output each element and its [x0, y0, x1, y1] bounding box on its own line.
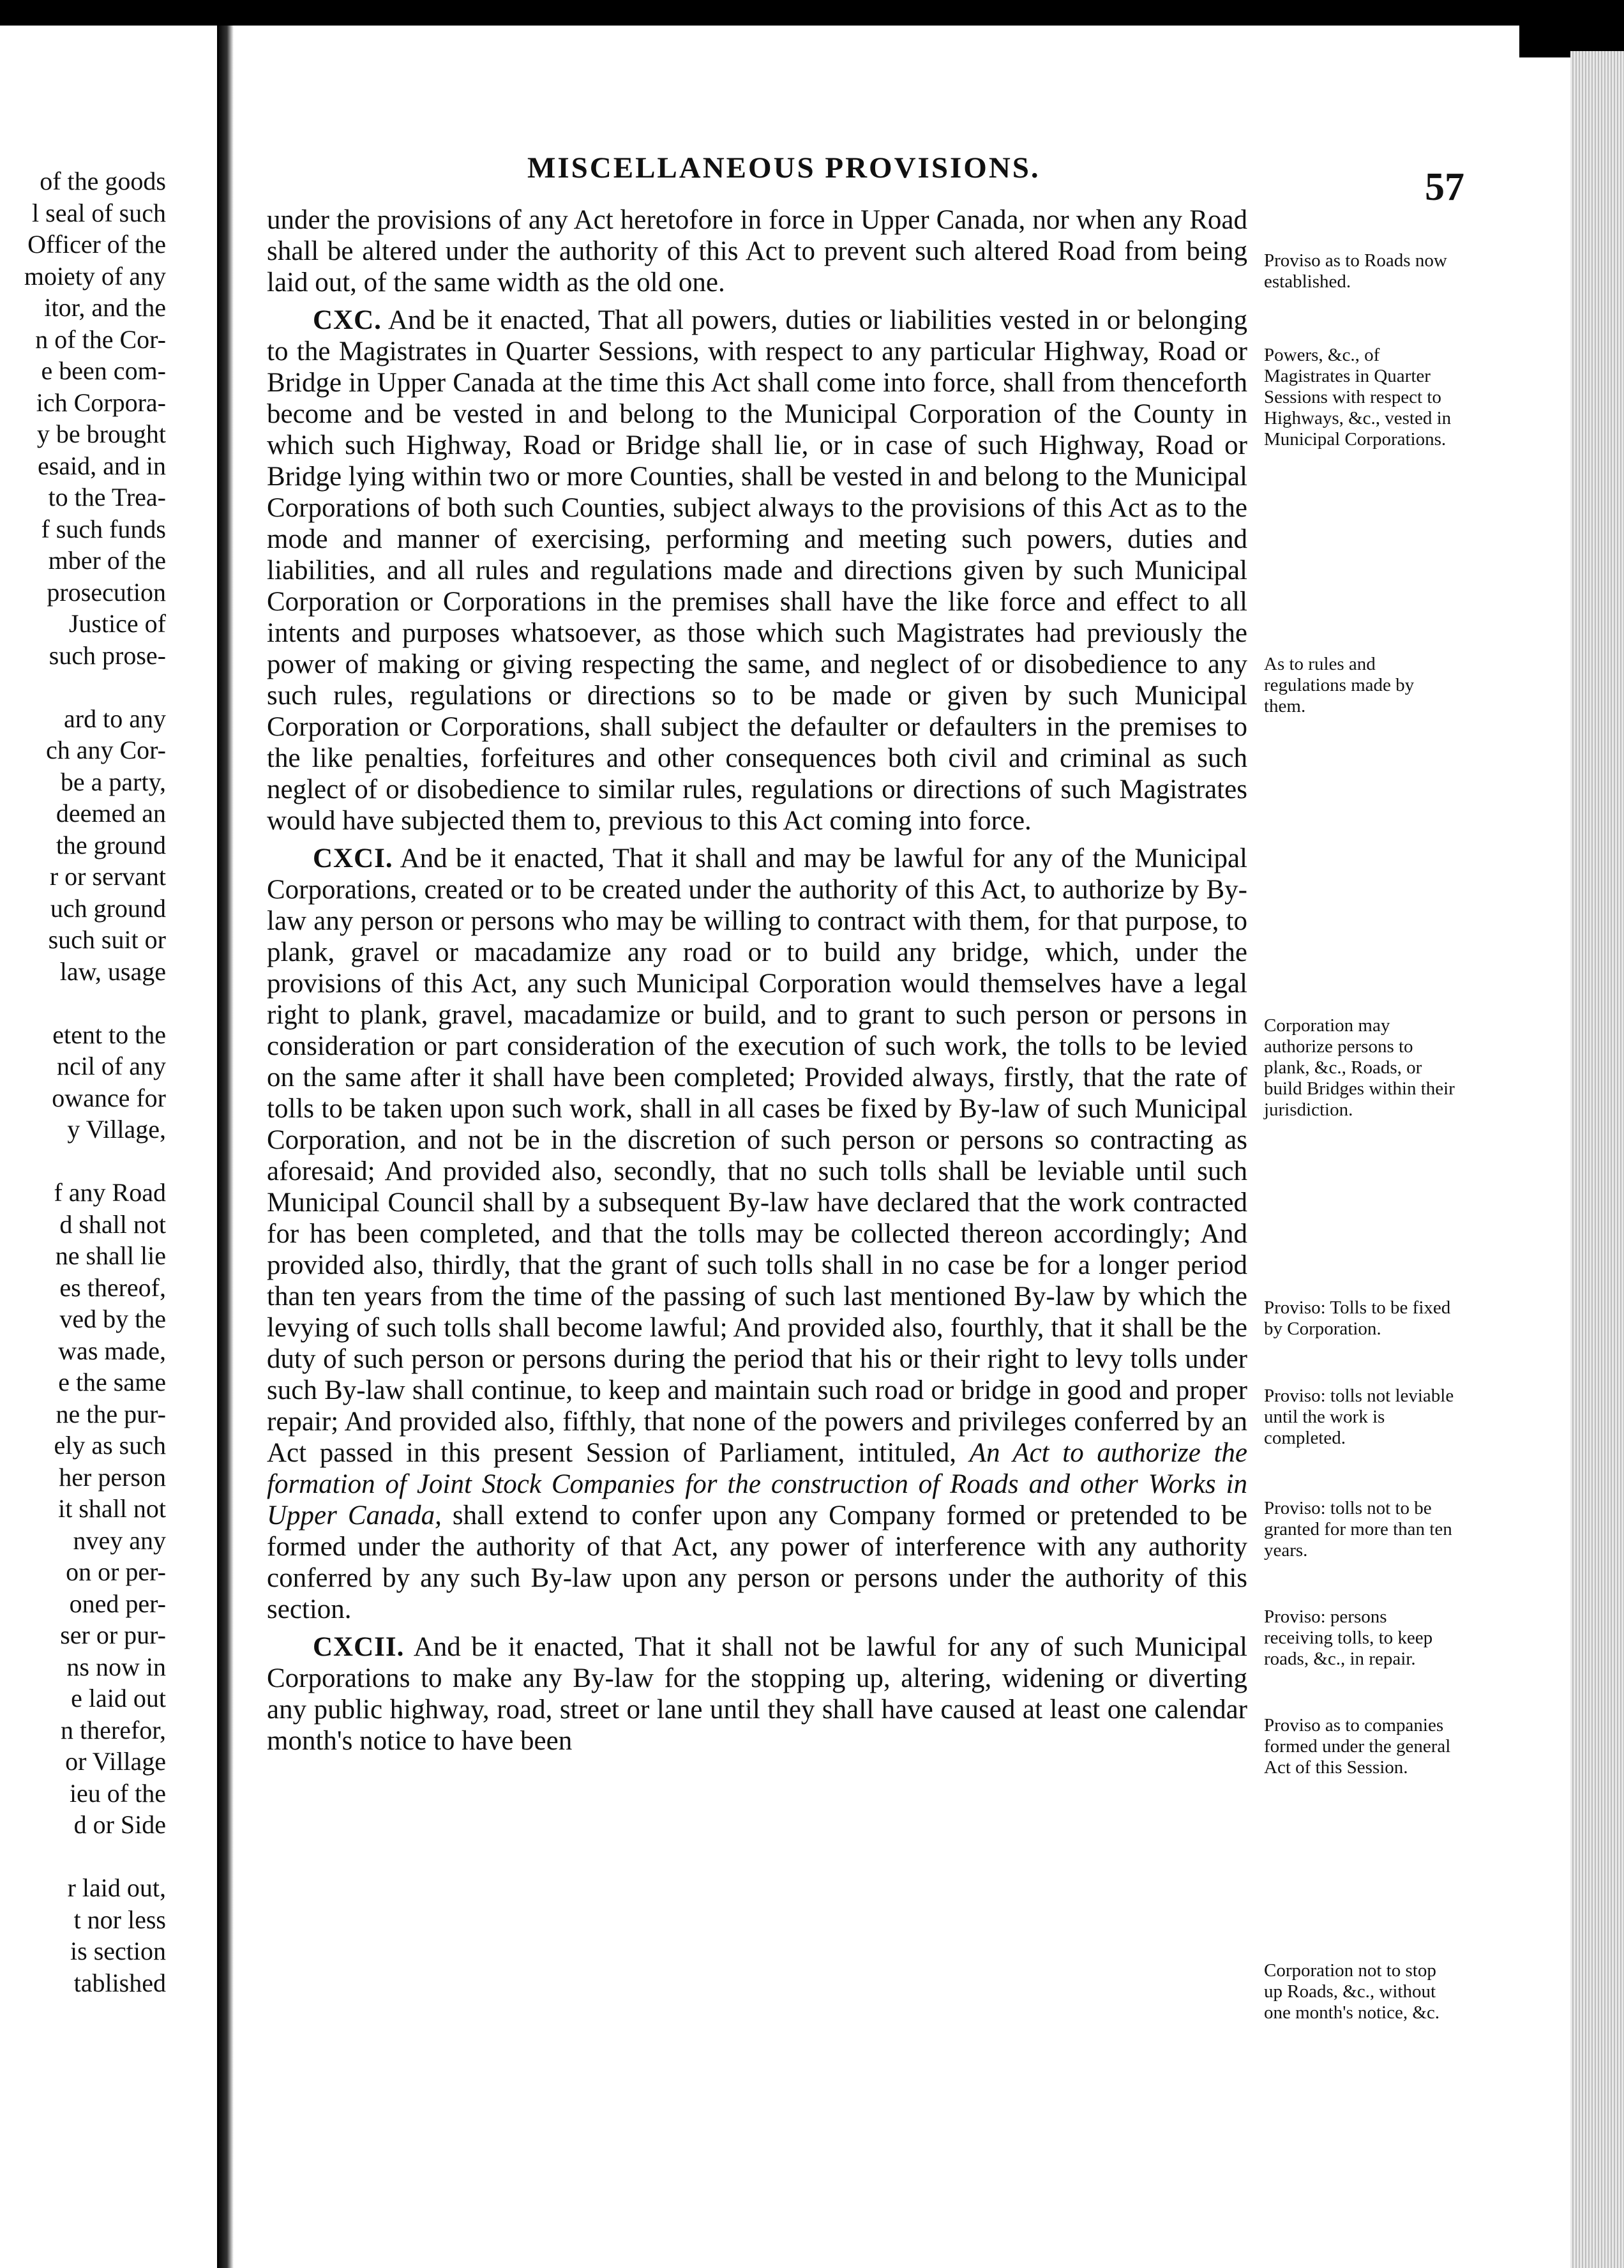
previous-page-line: is section — [70, 1937, 166, 1965]
previous-page-line: ich Corpora- — [36, 388, 166, 417]
margin-note: Proviso: tolls not to be granted for more than ten years. — [1264, 1498, 1452, 1561]
page-number: 57 — [1425, 165, 1464, 209]
previous-page-line: was made, — [58, 1336, 166, 1365]
previous-page-line: or Village — [65, 1747, 166, 1776]
margin-note: Proviso: persons receiving tolls, to keep roads, &c., in repair. — [1264, 1606, 1433, 1669]
previous-page-line: ved by the — [59, 1304, 166, 1333]
previous-page-line: etent to the — [52, 1020, 166, 1049]
section-text: shall extend to confer upon any Company formed or pretended to be formed under the authority of that Act, any power of interference with any authority conferred by any such By-law upon any person or persons under the authority of this section. — [267, 1501, 1248, 1624]
previous-page-line: deemed an — [56, 799, 166, 828]
previous-page-line: y Village, — [67, 1115, 166, 1144]
previous-page-line: e laid out — [71, 1684, 166, 1712]
previous-page-fragment — [0, 166, 217, 2082]
previous-page-line: ns now in — [66, 1652, 166, 1681]
margin-note: Proviso: tolls not leviable until the work is completed. — [1264, 1386, 1454, 1448]
previous-page-line: esaid, and in — [37, 451, 166, 480]
previous-page-line: nvey any — [73, 1525, 166, 1555]
previous-page-line: her person — [59, 1462, 166, 1492]
scan-top-right-shadow — [1519, 0, 1624, 57]
previous-page-line: itor, and the — [44, 293, 166, 322]
previous-page-line: ser or pur- — [60, 1621, 166, 1649]
previous-page-line: t nor less — [73, 1905, 166, 1934]
previous-page-line: l seal of such — [32, 198, 166, 227]
section-text: And be it enacted, That it shall and may be lawful for any of the Municipal Corporations, created or to be created under the authority of this Act, to authorize by By-law any person or persons who may be willing to contract with them, for that purpose, to plank, gravel or macadamize any road or to build any bridge, which, under the provisions of this Act, any such Municipal Corporation would themselves have a legal right to plank, gravel, macadamize or build, and to grant to such person or persons in consideration or part consideration of the execution of such work, the tolls to be levied on the same after it shall have been completed; Provided always, firstly, that the rate of tolls to be taken upon such work, shall in all cases be fixed by By-law of such Municipal Corporation, and not be in the discretion of such person or persons so contracting as aforesaid; And provided also, secondly, that no such tolls shall be leviable until such Municipal Council shall by a subsequent By-law have declared that the work contracted for has been completed, and that the tolls may be collected thereon accordingly; And provided also, thirdly, that the grant of such tolls shall in no case be for a longer period than ten years from the time of the passing of such last mentioned By-law by which the levying of such tolls shall become lawful; And provided also, fourthly, that it shall be the duty of such person or persons during the period that his or their right to levy tolls under such By-law shall continue, to keep and maintain such road or bridge in good and proper repair; And provided also, fifthly, that none of the powers and privileges conferred by an Act passed in this present Session of Parliament, intituled, — [267, 843, 1247, 1468]
margin-note: Powers, &c., of Magistrates in Quarter Sessions with respect to Highways, &c., vested in Municipal Corporations. — [1264, 345, 1452, 450]
section-number: CXCII. — [313, 1632, 405, 1662]
previous-page-line: such prose- — [49, 640, 166, 670]
section-cxc — [267, 305, 1247, 836]
previous-page-line: such suit or — [48, 925, 166, 954]
paragraph-continuation: under the provisions of any Act heretofore in force in Upper Canada, nor when any Road shall be altered under the authority of this Act to prevent such altered Road from being laid out, of the same width as the old one. — [267, 205, 1247, 298]
previous-page-line: prosecution — [47, 577, 166, 607]
previous-page-line: ely as such — [54, 1431, 166, 1460]
margin-note: As to rules and regulations made by them. — [1264, 654, 1415, 716]
book-gutter — [217, 26, 234, 2268]
running-title: MISCELLANEOUS PROVISIONS. — [527, 151, 1041, 185]
previous-page-line: it shall not — [58, 1494, 166, 1523]
previous-page-line: on or per- — [66, 1557, 166, 1586]
previous-page-line: Officer of the — [27, 230, 166, 259]
previous-page-line: r laid out, — [67, 1873, 166, 1902]
previous-page-line: be a party, — [60, 767, 166, 796]
margin-note: Corporation not to stop up Roads, &c., without one month's notice, &c. — [1264, 1960, 1440, 2023]
section-cxci — [267, 843, 1247, 1625]
previous-page-line: e the same — [58, 1368, 166, 1396]
section-text: And be it enacted, That all powers, duties or liabilities vested in or belonging to the Magistrates in Quarter Sessions, with respect to any particular Highway, Road or Bridge in Upper Canada at the time this Act shall come into force, shall from thenceforth become and be vested in and belong to the Municipal Corporation of the County in which such Highway, Road or Bridge shall lie, or in case of such Highway, Road or Bridge lying within two or more Counties, shall be vested in and belong to the Municipal Corporations of both such Counties, subject always to the provisions of this Act as to the mode and manner of exercising, performing and meeting such powers, duties and liabilities, and all rules and regulations made and directions given by such Municipal Corporation or Corporations in the premises shall have the like force and effect to all intents and purposes whatsoever, as those which such Magistrates had previously the power of making or giving respecting the same, and neglect of or disobedience to any such rules, regulations or directions so to be made or given by such Municipal Corporation or Corporations, shall subject the defaulter or defaulters in the premises to the like penalties, forfeitures and other consequences both civil and criminal as such neglect of or disobedience to similar rules, regulations or directions of such Magistrates would have subjected them to, previous to this Act coming into force. — [267, 305, 1247, 836]
section-text: And be it enacted, That it shall not be lawful for any of such Municipal Corporations to make any By-law for the stopping up, altering, widening or diverting any public highway, road, street or lane until they shall have caused at least one calendar month's notice to have been — [267, 1632, 1247, 1756]
section-number: CXC. — [313, 305, 382, 335]
previous-page-line: r or servant — [49, 862, 166, 891]
previous-page-line: ard to any — [64, 704, 166, 733]
previous-page-line: ne the pur- — [56, 1399, 166, 1428]
section-cxcii — [267, 1631, 1247, 1757]
previous-page-line: y be brought — [36, 420, 166, 448]
previous-page-line: law, usage — [59, 956, 166, 986]
previous-page-line: ieu of the — [69, 1778, 166, 1808]
previous-page-line: f any Road — [54, 1178, 166, 1207]
previous-page-line: n therefor, — [61, 1715, 166, 1744]
previous-page-line: uch ground — [50, 893, 166, 923]
previous-page-line: Justice of — [68, 609, 166, 638]
main-text — [267, 204, 1247, 1763]
margin-note: Corporation may authorize persons to plank, &c., Roads, or build Bridges within their jurisdiction. — [1264, 1015, 1455, 1120]
margin-note: Proviso: Tolls to be fixed by Corporation. — [1264, 1297, 1451, 1339]
scan-top-border — [0, 0, 1624, 26]
previous-page-line: of the goods — [40, 167, 166, 195]
section-number: CXCI. — [313, 843, 393, 873]
previous-page-line: mber of the — [48, 546, 166, 575]
previous-page-line: moiety of any — [24, 261, 166, 291]
previous-page-line: the ground — [56, 830, 166, 859]
act-title: An Act to authorize the formation of Joint Stock Companies for the construction of Roads and other Works in Upper Canada, — [267, 1438, 1247, 1531]
previous-page-line: f such funds — [41, 514, 166, 543]
previous-page-line: ne shall lie — [55, 1241, 166, 1270]
previous-page-line: tablished — [73, 1968, 166, 1997]
previous-page-line: ncil of any — [56, 1052, 166, 1080]
previous-page-line: n of the Cor- — [35, 324, 166, 354]
margin-note: Proviso as to Roads now established. — [1264, 250, 1447, 292]
previous-page-line: d shall not — [59, 1209, 166, 1239]
previous-page-line: oned per- — [69, 1589, 166, 1618]
previous-page-line: to the Trea- — [48, 483, 166, 511]
previous-page-line: es thereof, — [59, 1273, 166, 1302]
page-stack-edge — [1570, 51, 1624, 2268]
previous-page-line: d or Side — [73, 1810, 166, 1839]
margin-note: Proviso as to companies formed under the general Act of this Session. — [1264, 1715, 1451, 1778]
previous-page-line: owance for — [52, 1083, 166, 1112]
previous-page-line: e been com- — [41, 356, 166, 385]
previous-page-line: ch any Cor- — [45, 736, 166, 764]
